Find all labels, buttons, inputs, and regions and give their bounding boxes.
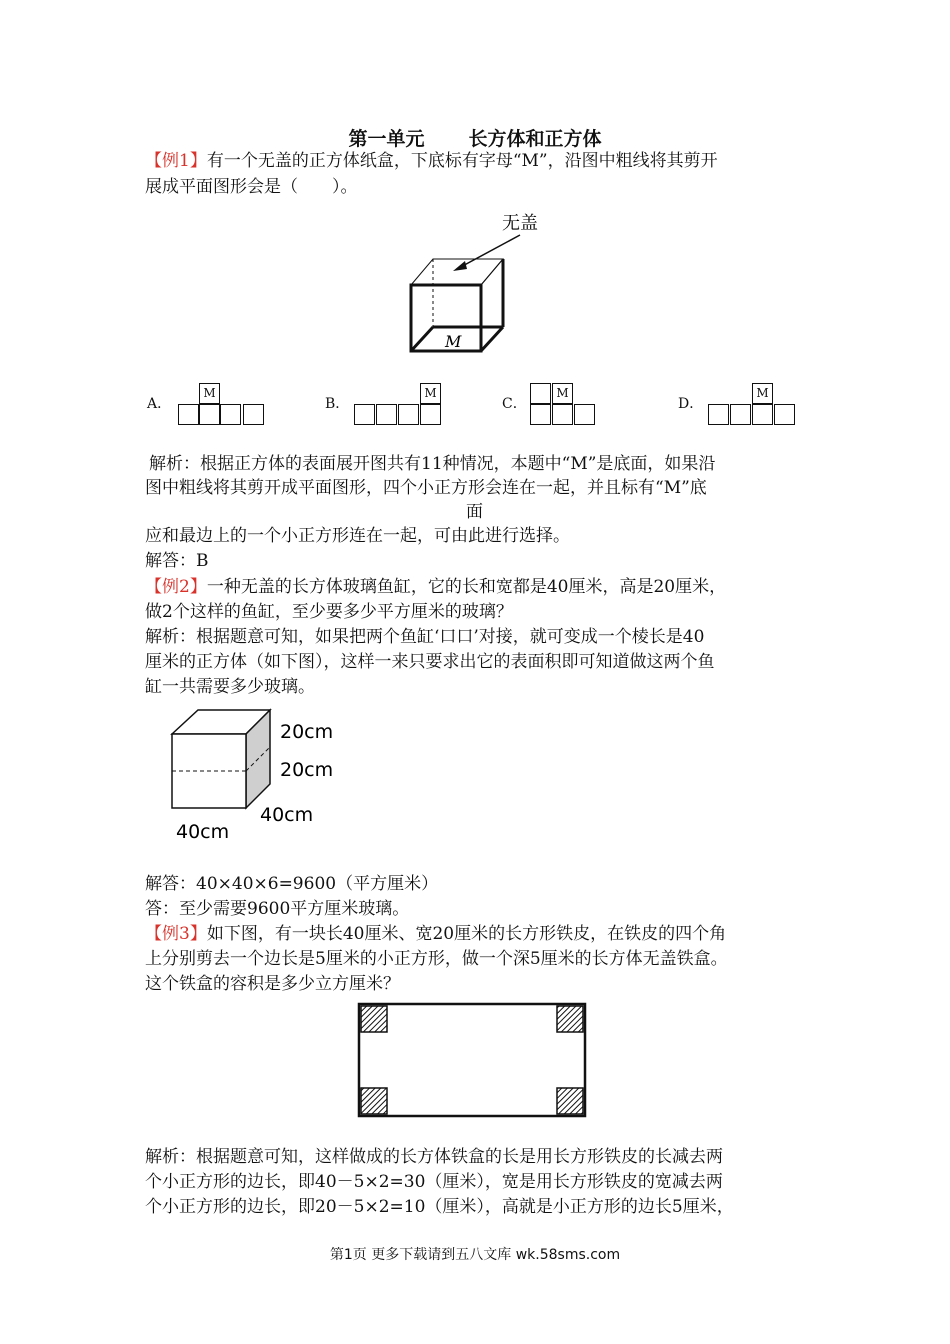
net-cell: [574, 404, 595, 425]
ex3-analysis-line2: 个小正方形的边长，即40－5×2=30（厘米），宽是用长方形铁皮的宽减去两: [145, 1172, 723, 1192]
ex3-question-line3: 这个铁盒的容积是多少立方厘米？: [145, 974, 400, 994]
ex1-analysis-line2: 图中粗线将其剪开成平面图形，四个小正方形会连在一起，并且标有“M”底: [145, 478, 707, 498]
option-b-m-cell: M: [420, 383, 441, 404]
net-cell: [530, 404, 551, 425]
net-cell: [774, 404, 795, 425]
ex3-question-line1: 【例3】如下图，有一块长40厘米、宽20厘米的长方形铁皮，在铁皮的四个角: [145, 924, 727, 944]
ex3-question-line2: 上分别剪去一个边长是5厘米的小正方形，做一个深5厘米的长方体无盖铁盒。: [145, 949, 728, 969]
ex2-label-top: 20cm: [280, 721, 334, 743]
net-cell: [376, 404, 397, 425]
ex3-tag: 【例3】: [145, 924, 207, 944]
ex1-question-line2: 展成平面图形会是（ ）。: [145, 177, 358, 197]
corner-square: [557, 1088, 583, 1114]
ex1-fig-letter: M: [445, 332, 462, 351]
corner-square: [557, 1006, 583, 1032]
page-title: [0, 124, 950, 151]
net-cell: [199, 404, 220, 425]
net-cell: [178, 404, 199, 425]
option-c-m-cell: M: [552, 383, 573, 404]
ex3-analysis-line3: 个小正方形的边长，即20－5×2=10（厘米），高就是小正方形的边长5厘米，: [145, 1197, 734, 1217]
net-cell: [530, 383, 551, 404]
net-cell: [552, 404, 573, 425]
net-cell: [398, 404, 419, 425]
option-b-label: B．: [325, 396, 350, 412]
net-cell: [220, 404, 241, 425]
option-d-label: D．: [678, 396, 704, 412]
ex2-analysis-line1: 解析：根据题意可知，如果把两个鱼缸‘口口’对接，就可变成一个棱长是40: [145, 627, 705, 647]
net-cell: [708, 404, 729, 425]
ex1-tag: 【例1】: [145, 151, 207, 171]
ex2-analysis-line3: 缸一共需要多少玻璃。: [145, 677, 315, 697]
ex2-question-line2: 做2个这样的鱼缸，至少要多少平方厘米的玻璃？: [145, 602, 513, 622]
unit-topic: 长方体和正方体: [468, 128, 602, 150]
ex2-label-bottom: 40cm: [176, 821, 230, 843]
ex1-analysis-line4: 应和最边上的一个小正方形连在一起，可由此进行选择。: [145, 526, 570, 546]
option-c-label: C．: [502, 396, 527, 412]
option-d-m-cell: M: [752, 383, 773, 404]
net-cell: [243, 404, 264, 425]
ex1-fig-label: 无盖: [502, 213, 538, 234]
net-cell: [420, 404, 441, 425]
ex2-label-side: 40cm: [260, 804, 314, 826]
ex2-analysis-line2: 厘米的正方体（如下图），这样一来只要求出它的表面积即可知道做这两个鱼: [145, 652, 715, 672]
net-cell: [730, 404, 751, 425]
net-cell: [354, 404, 375, 425]
corner-square: [361, 1088, 387, 1114]
option-a-label: A．: [147, 396, 172, 412]
ex1-analysis-line3: 面: [466, 502, 483, 522]
ex2-question-line1: 【例2】一种无盖的长方体玻璃鱼缸，它的长和宽都是40厘米，高是20厘米，: [145, 577, 727, 597]
net-cell: [752, 404, 773, 425]
ex1-analysis-line1: 解析：根据正方体的表面展开图共有11种情况，本题中“M”是底面，如果沿: [149, 454, 716, 474]
ex1-question-line1: 【例1】有一个无盖的正方体纸盒，下底标有字母“M”，沿图中粗线将其剪开: [145, 151, 718, 171]
page-footer: 第1页 更多下载请到五八文库 wk.58sms.com: [329, 1247, 621, 1263]
ex2-final: 答：至少需要9600平方厘米玻璃。: [145, 899, 410, 919]
ex1-answer: 解答：B: [145, 551, 209, 571]
ex1-cube-figure: [395, 205, 555, 355]
ex2-cube-figure: [160, 700, 360, 850]
option-a-m-cell: M: [199, 383, 220, 404]
unit-label: 第一单元: [348, 128, 425, 150]
ex2-label-middle: 20cm: [280, 759, 334, 781]
ex2-tag: 【例2】: [145, 577, 207, 597]
ex3-sheet-figure: [355, 1000, 591, 1120]
corner-square: [361, 1006, 387, 1032]
ex3-analysis-line1: 解析：根据题意可知，这样做成的长方体铁盒的长是用长方形铁皮的长减去两: [145, 1147, 723, 1167]
ex2-answer: 解答：40×40×6=9600（平方厘米）: [145, 874, 439, 894]
